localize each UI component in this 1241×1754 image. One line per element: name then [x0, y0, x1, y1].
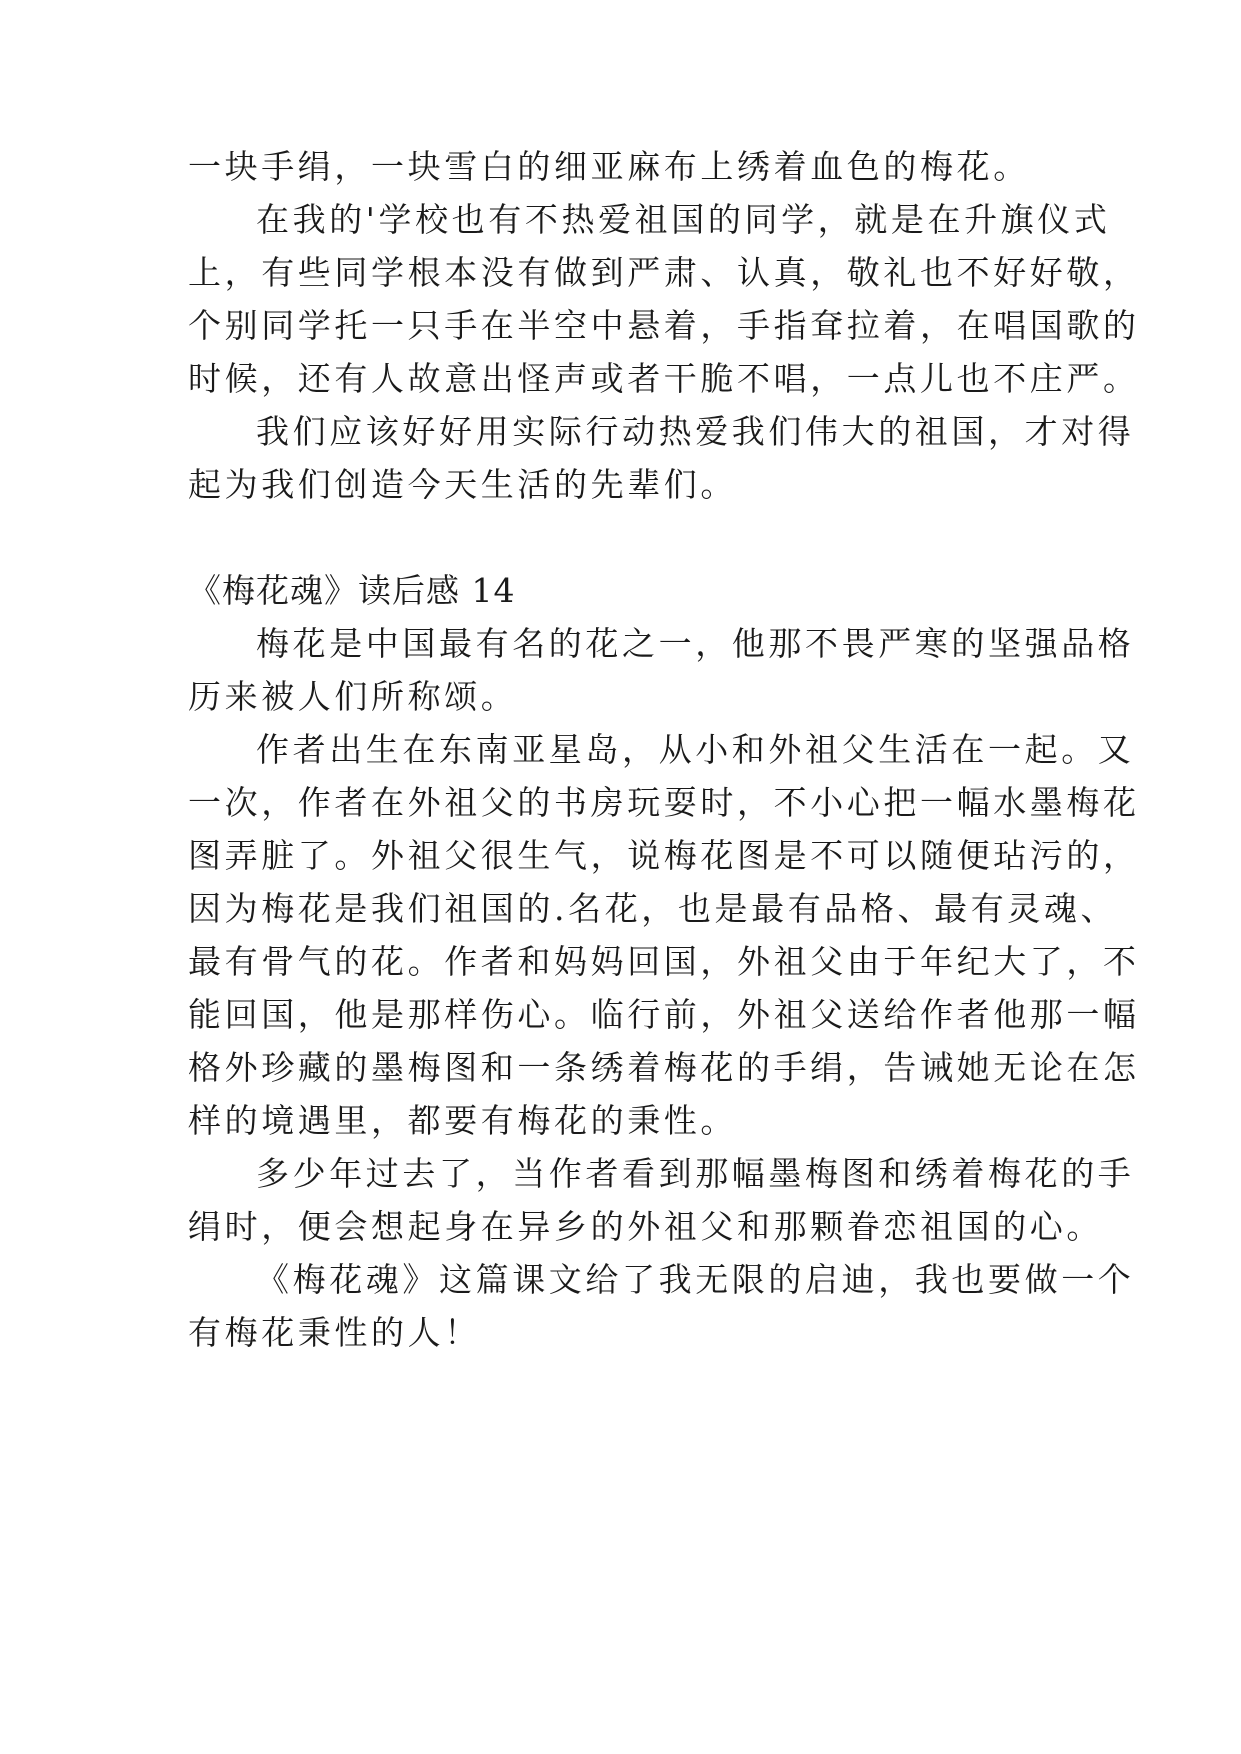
text-line: 图弄脏了。外祖父很生气，说梅花图是不可以随便玷污的，	[188, 836, 1140, 875]
section-heading: 《梅花魂》读后感 14	[188, 571, 516, 610]
text-line: 个别同学托一只手在半空中悬着，手指耷拉着，在唱国歌的	[188, 306, 1140, 345]
text-line: 格外珍藏的墨梅图和一条绣着梅花的手绢，告诫她无论在怎	[188, 1048, 1140, 1087]
text-line: 能回国，他是那样伤心。临行前，外祖父送给作者他那一幅	[188, 995, 1140, 1034]
text-line: 一块手绢，一块雪白的细亚麻布上绣着血色的梅花。	[188, 147, 1030, 186]
text-line: 绢时，便会想起身在异乡的外祖父和那颗眷恋祖国的心。	[188, 1207, 1103, 1246]
text-line: 《梅花魂》这篇课文给了我无限的启迪，我也要做一个	[256, 1260, 1135, 1299]
text-line: 梅花是中国最有名的花之一，他那不畏严寒的坚强品格	[256, 624, 1135, 663]
text-line: 一次，作者在外祖父的书房玩耍时，不小心把一幅水墨梅花	[188, 783, 1140, 822]
text-line: 我们应该好好用实际行动热爱我们伟大的祖国，才对得	[256, 412, 1135, 451]
text-line: 上，有些同学根本没有做到严肃、认真，敬礼也不好好敬，	[188, 253, 1140, 292]
text-line: 有梅花秉性的人！	[188, 1313, 481, 1352]
text-line: 因为梅花是我们祖国的.名花，也是最有品格、最有灵魂、	[188, 889, 1118, 928]
text-line: 作者出生在东南亚星岛，从小和外祖父生活在一起。又	[256, 730, 1135, 769]
text-line: 在我的'学校也有不热爱祖国的同学，就是在升旗仪式	[256, 200, 1111, 239]
text-line: 起为我们创造今天生活的先辈们。	[188, 465, 737, 504]
text-line: 多少年过去了，当作者看到那幅墨梅图和绣着梅花的手	[256, 1154, 1135, 1193]
text-line: 历来被人们所称颂。	[188, 677, 518, 716]
text-line: 样的境遇里，都要有梅花的秉性。	[188, 1101, 737, 1140]
text-line: 时候，还有人故意出怪声或者干脆不唱，一点儿也不庄严。	[188, 359, 1140, 398]
text-line: 最有骨气的花。作者和妈妈回国，外祖父由于年纪大了，不	[188, 942, 1140, 981]
